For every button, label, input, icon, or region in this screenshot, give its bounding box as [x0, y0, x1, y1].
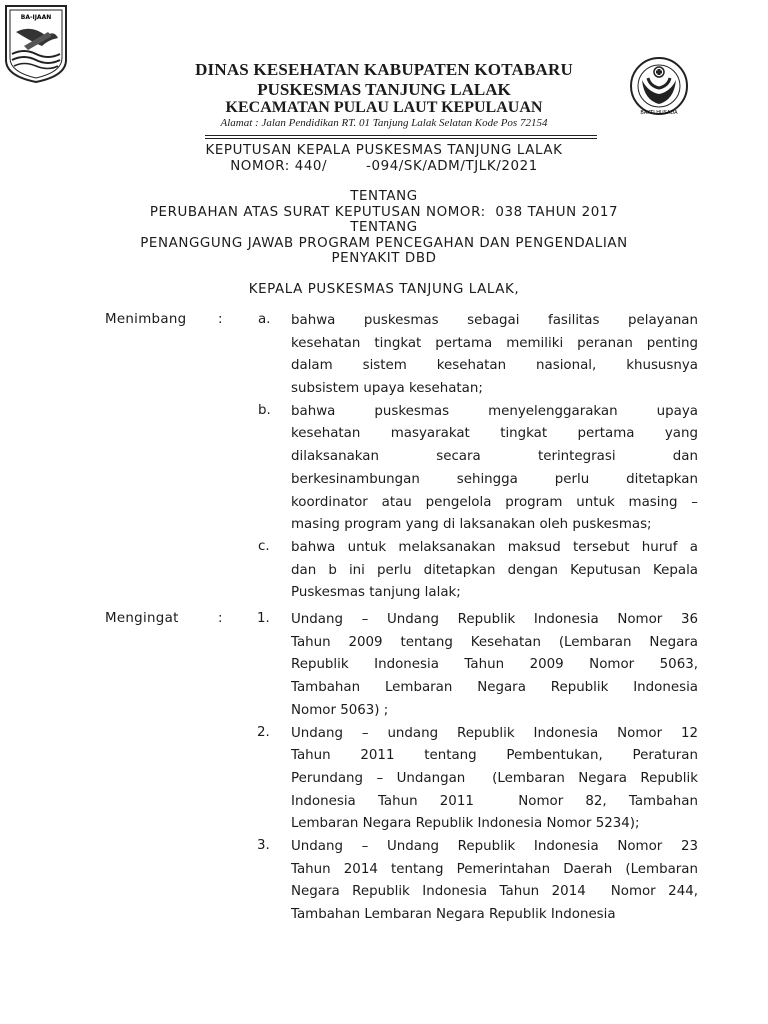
menimbang-item-line: kesehatan tingkat pertama memiliki peranan penting — [291, 335, 698, 351]
subject-line-2: PENYAKIT DBD — [331, 251, 437, 266]
mengingat-item-line: Indonesia Tahun 2011 Nomor 82, Tambahan — [291, 793, 698, 809]
kepala-heading: KEPALA PUSKESMAS TANJUNG LALAK, — [248, 282, 520, 297]
menimbang-item-line: bahwa puskesmas sebagai fasilitas pelayanan — [291, 313, 698, 328]
mengingat-item-line: Undang – Undang Republik Indonesia Nomor 36 — [291, 612, 698, 627]
mengingat-marker: 3. — [257, 838, 270, 853]
subject-line-1: PENANGGUNG JAWAB PROGRAM PENCEGAHAN DAN PENGENDALIAN — [140, 236, 628, 251]
mengingat-label: Mengingat — [105, 611, 179, 626]
tentang-2: TENTANG — [350, 220, 418, 235]
menimbang-marker: b. — [258, 402, 271, 418]
mengingat-item-line: Negara Republik Indonesia Tahun 2014 Nomor 244, — [291, 884, 698, 900]
mengingat-item-line: Tahun 2011 tentang Pembentukan, Peraturan — [291, 748, 698, 764]
mengingat-marker: 2. — [257, 724, 270, 740]
menimbang-item-line: koordinator atau pengelola program untuk masing – — [291, 494, 698, 510]
mengingat-item — [291, 723, 698, 836]
letterhead-address: Alamat : Jalan Pendidikan RT. 01 Tanjung Lalak Selatan Kode Pos 72154 — [220, 117, 548, 129]
menimbang-item-line: bahwa untuk melaksanakan maksud tersebut huruf a — [291, 540, 698, 555]
menimbang-item — [291, 310, 698, 401]
menimbang-item-line: subsistem upaya kesehatan; — [291, 381, 483, 397]
letterhead-puskesmas: PUSKESMAS TANJUNG LALAK — [257, 80, 511, 99]
menimbang-item-line: dan b ini perlu ditetapkan dengan Keputusan Kepala — [291, 562, 698, 578]
mengingat-item-line: Tahun 2009 tentang Kesehatan (Lembaran Negara — [291, 634, 698, 650]
menimbang-item-line: Puskesmas tanjung lalak; — [291, 585, 461, 601]
decree-number: NOMOR: 440/ -094/SK/ADM/TJLK/2021 — [230, 159, 538, 174]
mengingat-item — [291, 609, 698, 722]
mengingat-item-line: Undang – undang Republik Indonesia Nomor 12 — [291, 725, 698, 741]
menimbang-label: Menimbang — [105, 312, 187, 327]
menimbang-marker: a. — [258, 312, 271, 327]
mengingat-colon: : — [218, 611, 223, 626]
mengingat-item-line: Tahun 2014 tentang Pemerintahan Daerah (Lembaran — [291, 861, 698, 877]
menimbang-item-line: kesehatan masyarakat tingkat pertama yang — [291, 426, 698, 442]
menimbang-item — [291, 401, 698, 537]
decree-title: KEPUTUSAN KEPALA PUSKESMAS TANJUNG LALAK — [205, 143, 563, 158]
mengingat-item-line: Lembaran Negara Republik Indonesia Nomor 5234); — [291, 816, 640, 832]
menimbang-colon: : — [218, 312, 223, 327]
mengingat-marker: 1. — [257, 611, 270, 626]
mengingat-item-line: Tambahan Lembaran Negara Republik Indonesia — [291, 680, 698, 696]
mengingat-item — [291, 836, 698, 927]
tentang-1: TENTANG — [350, 189, 418, 204]
menimbang-item-line: dalam sistem kesehatan nasional, khususnya — [291, 358, 698, 374]
menimbang-marker: c. — [258, 539, 270, 554]
mengingat-item-line: Undang – Undang Republik Indonesia Nomor 23 — [291, 839, 698, 854]
letterhead-kecamatan: KECAMATAN PULAU LAUT KEPULAUAN — [225, 99, 543, 116]
mengingat-item-line: Tambahan Lembaran Negara Republik Indonesia — [291, 907, 616, 923]
bakti-husada-text: BAKTI HUSADA — [640, 110, 678, 116]
letterhead-rule-bottom — [205, 138, 597, 139]
letterhead-rule-top — [205, 135, 597, 136]
amendment-line: PERUBAHAN ATAS SURAT KEPUTUSAN NOMOR: 038 TAHUN 2017 — [149, 205, 619, 220]
menimbang-item-line: berkesinambungan sehingga perlu ditetapkan — [291, 471, 698, 487]
bakti-husada-logo — [628, 56, 690, 116]
letterhead-agency: DINAS KESEHATAN KABUPATEN KOTABARU — [195, 60, 573, 79]
menimbang-item-line: masing program yang di laksanakan oleh puskesmas; — [291, 517, 652, 533]
menimbang-item — [291, 537, 698, 605]
mengingat-item-line: Nomor 5063) ; — [291, 702, 389, 718]
mengingat-item-line: Perundang – Undangan (Lembaran Negara Republik — [291, 770, 698, 786]
mengingat-item-line: Republik Indonesia Tahun 2009 Nomor 5063, — [291, 657, 698, 673]
logo-banner-text: BA-IJAAN — [20, 14, 52, 21]
menimbang-item-line: bahwa puskesmas menyelenggarakan upaya — [291, 403, 698, 419]
menimbang-item-line: dilaksanakan secara terintegrasi dan — [291, 449, 698, 465]
